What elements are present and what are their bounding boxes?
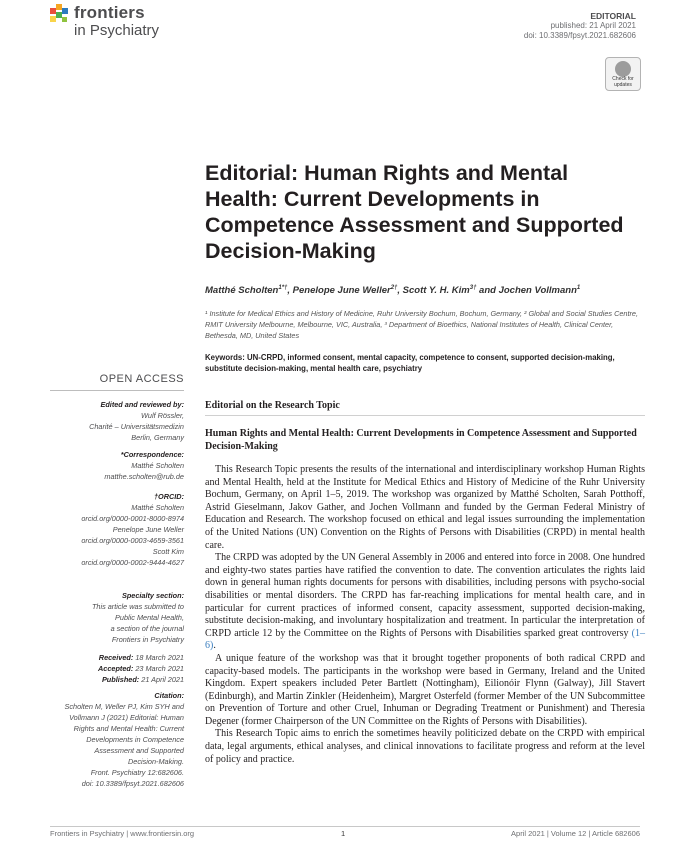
correspondence-block	[50, 449, 184, 482]
specialty-line: a section of the journal	[110, 624, 184, 633]
keywords-text: UN-CRPD, informed consent, mental capacity, competence to consent, supported decision-making, substitute decision-making, mental health care, psychiatry	[205, 353, 615, 373]
published-label: Published:	[101, 675, 140, 684]
citation-line: Scholten M, Weller PJ, Kim SYH and	[64, 702, 184, 711]
footer-journal[interactable]: Frontiers in Psychiatry | www.frontiersin.org	[50, 829, 195, 838]
keywords	[205, 352, 645, 374]
article-title: Editorial: Human Rights and Mental Health: Current Developments in Competence Assessment and Supported Decision-Making	[205, 161, 624, 263]
affiliations: ¹ Institute for Medical Ethics and History of Medicine, Ruhr University Bochum, Bochum, Germany, ² Global and Social Studies Centre, RMIT University Melbourne, Melbourne, VIC, Australia, ³ Department of Bioethics, National Institutes of Health, Clinical Center, Bethesda, MD, United States	[205, 309, 638, 340]
orcid-name: Scott Kim	[152, 547, 184, 556]
citation-line: Assessment and Supported	[94, 746, 184, 755]
correspondence-label: *Correspondence:	[120, 450, 184, 459]
orcid-link[interactable]: orcid.org/0000-0003-4659-3561	[81, 536, 184, 545]
author-list: Matthé Scholten$^{1*\dagger}$, Penelope June Weller$^{2\dagger}$, Scott Y. H. Kim$^{3\dagger}$ and Jochen Vollmann$^1$	[205, 285, 581, 297]
author-name[interactable]: Penelope June Weller	[292, 285, 391, 297]
check-for-updates-button[interactable]	[605, 57, 641, 91]
edited-by-line: Wulf Rössler,	[141, 411, 184, 420]
dates-block	[50, 652, 184, 685]
check-updates-label-2: updates	[614, 81, 632, 88]
author-sup: 1	[576, 285, 581, 291]
edited-by-label: Edited and reviewed by:	[100, 400, 184, 409]
author-name[interactable]: Matthé Scholten	[205, 285, 279, 297]
citation-line: Vollmann J (2021) Editorial: Human	[69, 713, 184, 722]
edited-by-line: Berlin, Germany	[131, 433, 184, 442]
citation-label: Citation:	[154, 691, 184, 700]
article-type: EDITORIAL	[590, 11, 636, 21]
citation-link[interactable]: (1–6)	[205, 627, 645, 652]
citation-line[interactable]: doi: 10.3389/fpsyt.2021.682606	[81, 779, 184, 788]
citation-line: Developments in Competence	[86, 735, 184, 744]
orcid-label: †ORCID:	[154, 492, 184, 501]
journal-brand: frontiers	[74, 3, 145, 22]
received-date: 18 March 2021	[135, 653, 184, 662]
received-label: Received:	[98, 653, 134, 662]
section-heading: Editorial on the Research Topic	[205, 400, 340, 411]
section-divider	[205, 415, 645, 416]
paragraph: This Research Topic presents the results of the international and interdisciplinary workshop Human Rights and Mental Health, held at the Institute for Medical Ethics and History of Medicine of the Ruhr University Bochum, Germany, on April 1–5, 2019. The workshop was organized by Matthé Scholten, Sarah Potthoff, Astrid Gieselmann, Jakov Gather, and Jochen Vollmann and funded by the German Federal Ministry of Education and Research. The workshop focused on ethical and legal issues surrounding the implementation of the United Nations (UN) Convention on the Rights of Persons with Disabilities (CRPD) in mental health care.	[205, 464, 645, 551]
orcid-name: Penelope June Weller	[112, 525, 184, 534]
accepted-label: Accepted:	[98, 664, 134, 673]
paragraph-end: .	[213, 640, 216, 652]
author-name[interactable]: Jochen Vollmann	[498, 285, 577, 297]
journal-section: in Psychiatry	[74, 22, 160, 39]
body-text	[205, 464, 645, 766]
article-meta	[524, 11, 636, 41]
citation-line: Rights and Mental Health: Current	[73, 724, 184, 733]
accepted-date: 23 March 2021	[135, 664, 184, 673]
page-number: 1	[341, 829, 346, 838]
sidebar-divider	[50, 390, 184, 391]
specialty-line: This article was submitted to	[91, 602, 184, 611]
specialty-line: Public Mental Health,	[115, 613, 184, 622]
check-updates-label-1: Check for	[612, 76, 634, 82]
specialty-label: Specialty section:	[121, 591, 184, 600]
paragraph: A unique feature of the workshop was that it brought together proponents of both radical CRPD and capacity-based models. The participants in the workshop were based in Germany, Ireland and the United Kingdom. Expert speakers included Peter Bartlett (Nottingham), Eilionóir Flynn (Galway), Jill Stavert (Edinburgh), and Martin Zinkler (Heidenheim), Margret Osterfeld (former Member of the UN Subcommittee on Prevention of Torture and other Cruel, Inhuman or Degrading Treatment or Punishment) and Theresia Degener (former Chairperson of the UN Committee on the Rights of Persons with Disabilities).	[205, 652, 645, 727]
orcid-name: Matthé Scholten	[131, 503, 184, 512]
orcid-link[interactable]: orcid.org/0000-0002-9444-4627	[81, 558, 184, 567]
paragraph: This Research Topic aims to enrich the sometimes heavily politicized debate on the CRPD with empirical data, legal arguments, ethical analyses, and clinical innovations to facilitate progress and reform at the level of policy and practice.	[205, 728, 645, 765]
editorial-title: Human Rights and Mental Health: Current Developments in Competence Assessment and Supported Decision-Making	[205, 428, 637, 452]
author-sup: 3†	[469, 285, 477, 291]
author-name[interactable]: Scott Y. H. Kim	[402, 285, 470, 297]
published-date: published: 21 April 2021	[550, 21, 636, 30]
paragraph	[205, 552, 645, 653]
orcid-link[interactable]: orcid.org/0000-0001-8000-8974	[81, 514, 184, 523]
published-date-side: 21 April 2021	[141, 675, 184, 684]
orcid-block	[50, 491, 184, 568]
paragraph-text: The CRPD was adopted by the UN General Assembly in 2006 and entered into force in 2008. One hundred and eighty-two states parties have ratified the convention to date. The convention articulates the rights laid down in general human rights documents for persons with disabilities, including persons with psycho-social disabilities or mental disorders. The CRPD has far-reaching implications for mental health care, and in particular for current practices of informed consent, capacity assessment, supported decision-making, substitute decision-making, and involuntary hospitalization and treatment. In particular the interpretation of CRPD article 12 by the Committee on the Rights of Persons with Disabilities sparked great controversy	[205, 552, 645, 639]
author-sup: 2†	[390, 285, 398, 291]
citation-line: Front. Psychiatry 12:682606.	[90, 768, 184, 777]
specialty-block	[50, 590, 184, 645]
citation-line: Decision-Making.	[128, 757, 184, 766]
edited-by-line: Charité – Universitätsmedizin	[89, 422, 184, 431]
keywords-label: Keywords:	[205, 353, 245, 362]
frontiers-logo-icon	[50, 4, 72, 26]
footer-volume: April 2021 | Volume 12 | Article 682606	[511, 829, 640, 838]
correspondence-email[interactable]: matthe.scholten@rub.de	[104, 472, 184, 481]
article-doi[interactable]: doi: 10.3389/fpsyt.2021.682606	[523, 31, 636, 40]
author-sup: 1*†	[278, 285, 288, 291]
correspondence-name: Matthé Scholten	[131, 461, 184, 470]
citation-block	[50, 690, 184, 789]
specialty-line: Frontiers in Psychiatry	[111, 635, 184, 644]
open-access-label: OPEN ACCESS	[99, 373, 184, 385]
check-updates-icon	[615, 61, 631, 77]
footer-divider	[50, 826, 640, 827]
edited-by-block	[50, 399, 184, 443]
